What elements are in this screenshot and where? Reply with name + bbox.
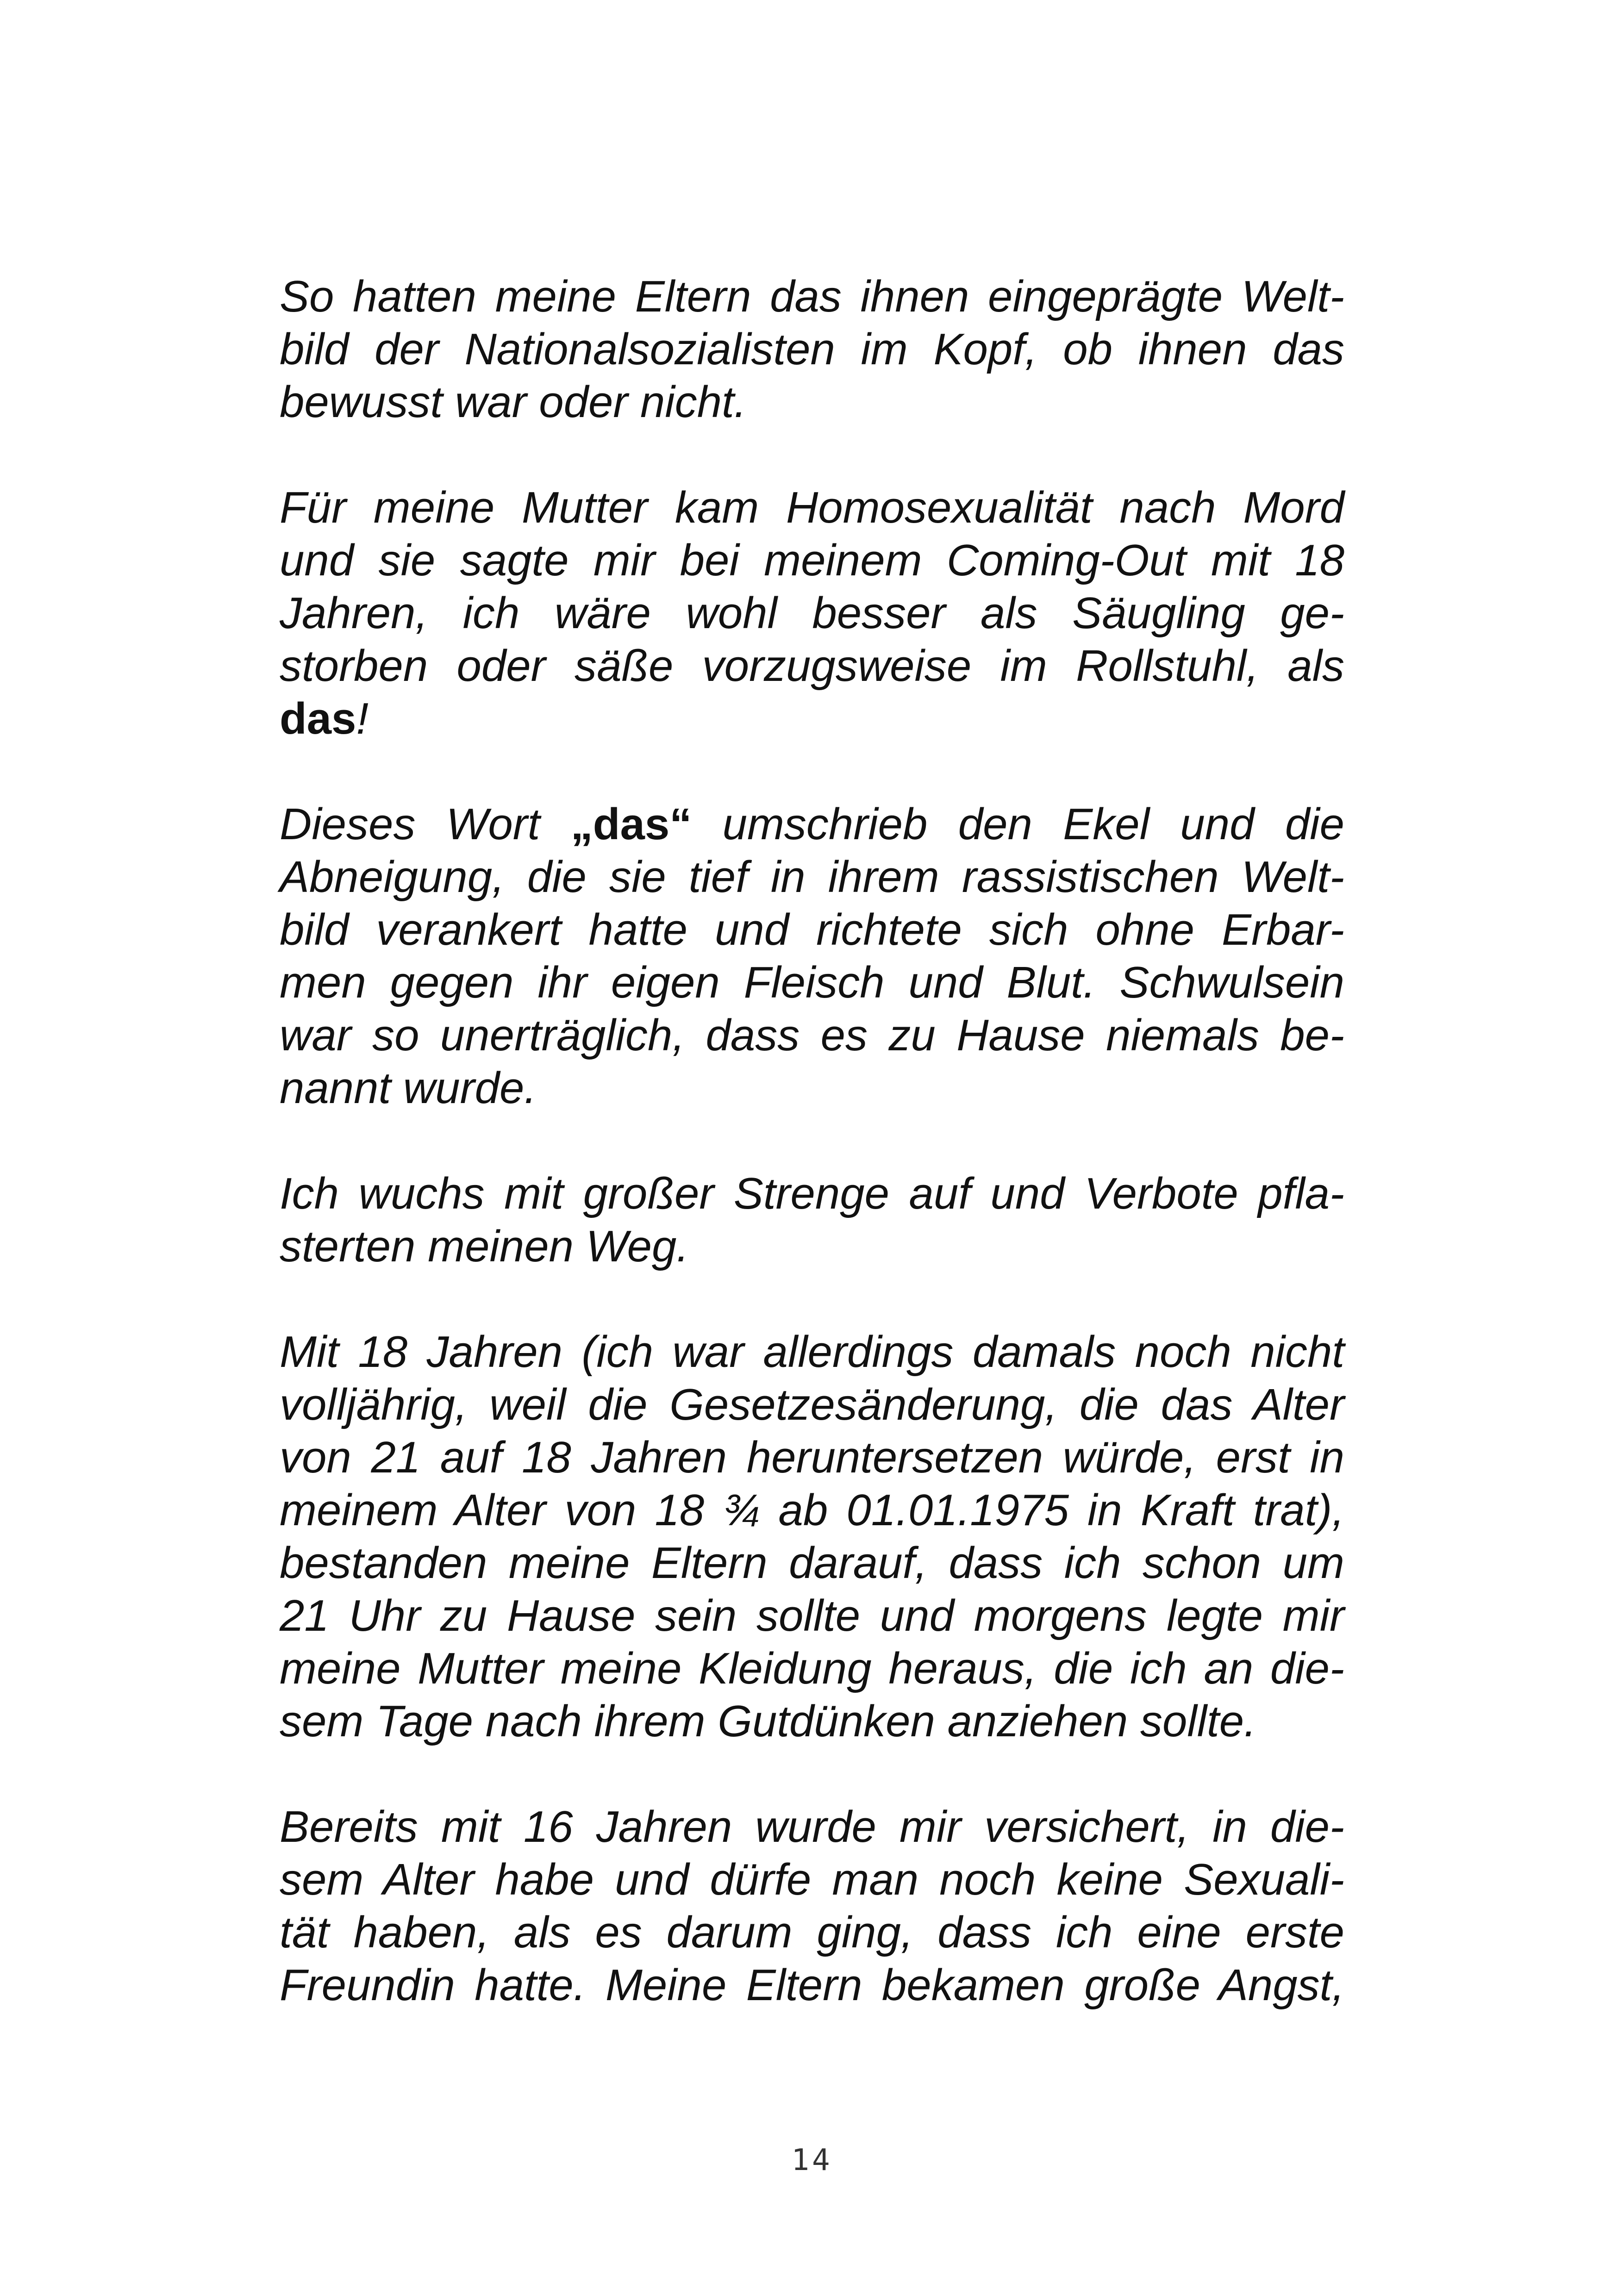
text-line: Für meine Mutter kam Homosexualität nach Mord xyxy=(280,483,1344,532)
exclamation: ! xyxy=(356,694,369,743)
text-line: sem Alter habe und dürfe man noch keine Sexuali- xyxy=(280,1855,1344,1904)
text-line: So hatten meine Eltern das ihnen eingeprägte Welt- xyxy=(280,272,1344,321)
text-line: meinem Alter von 18 ¾ ab 01.01.1975 in Kraft trat), xyxy=(280,1485,1344,1535)
paragraph-2 xyxy=(280,481,1344,745)
text-line: war so unerträglich, dass es zu Hause niemals be- xyxy=(280,1010,1344,1060)
text-line: bild der Nationalsozialisten im Kopf, ob ihnen das xyxy=(280,324,1344,374)
text-line: Jahren, ich wäre wohl besser als Säugling ge- xyxy=(280,588,1344,638)
text-line: Bereits mit 16 Jahren wurde mir versichert, in die- xyxy=(280,1802,1344,1852)
text-line: storben oder säße vorzugsweise im Rollstuhl, als xyxy=(280,641,1344,691)
text-line: Abneigung, die sie tief in ihrem rassistischen Welt- xyxy=(280,852,1344,902)
paragraph-6 xyxy=(280,1801,1344,2012)
paragraph-5 xyxy=(280,1326,1344,1748)
paragraph-4 xyxy=(280,1167,1344,1273)
text-line: volljährig, weil die Gesetzesänderung, die das Alter xyxy=(280,1380,1344,1429)
text-line: und sie sagte mir bei meinem Coming-Out mit 18 xyxy=(280,536,1344,585)
text-line: men gegen ihr eigen Fleisch und Blut. Schwulsein xyxy=(280,958,1344,1007)
page-number: 14 xyxy=(791,2143,833,2177)
line-suffix: umschrieb den Ekel und die xyxy=(692,799,1345,849)
text-line: Mit 18 Jahren (ich war allerdings damals noch nicht xyxy=(280,1327,1344,1377)
text-line: bestanden meine Eltern darauf, dass ich schon um xyxy=(280,1538,1344,1588)
body-text xyxy=(280,270,1344,2012)
text-line xyxy=(280,798,1344,851)
text-line: tät haben, als es darum ging, dass ich eine erste xyxy=(280,1908,1344,1957)
paragraph-1 xyxy=(280,270,1344,429)
text-line xyxy=(280,692,1344,745)
text-line: bewusst war oder nicht. xyxy=(280,377,747,427)
line-prefix: Dieses Wort xyxy=(280,799,571,849)
text-line: Ich wuchs mit großer Strenge auf und Verbote pfla- xyxy=(280,1169,1344,1218)
text-line: von 21 auf 18 Jahren heruntersetzen würde, erst in xyxy=(280,1433,1344,1482)
text-line: sem Tage nach ihrem Gutdünken anziehen sollte. xyxy=(280,1696,1256,1746)
text-line: 21 Uhr zu Hause sein sollte und morgens legte mir xyxy=(280,1591,1344,1640)
text-line: Freundin hatte. Meine Eltern bekamen große Angst, xyxy=(280,1960,1344,2010)
text-line: bild verankert hatte und richtete sich ohne Erbar- xyxy=(280,905,1344,954)
text-line: nannt wurde. xyxy=(280,1063,537,1113)
text-line: meine Mutter meine Kleidung heraus, die ich an die- xyxy=(280,1644,1344,1693)
emphasis-quoted-das: „das“ xyxy=(570,799,692,849)
emphasis-das: das xyxy=(280,694,356,743)
paragraph-3 xyxy=(280,798,1344,1115)
text-line: sterten meinen Weg. xyxy=(280,1222,689,1271)
